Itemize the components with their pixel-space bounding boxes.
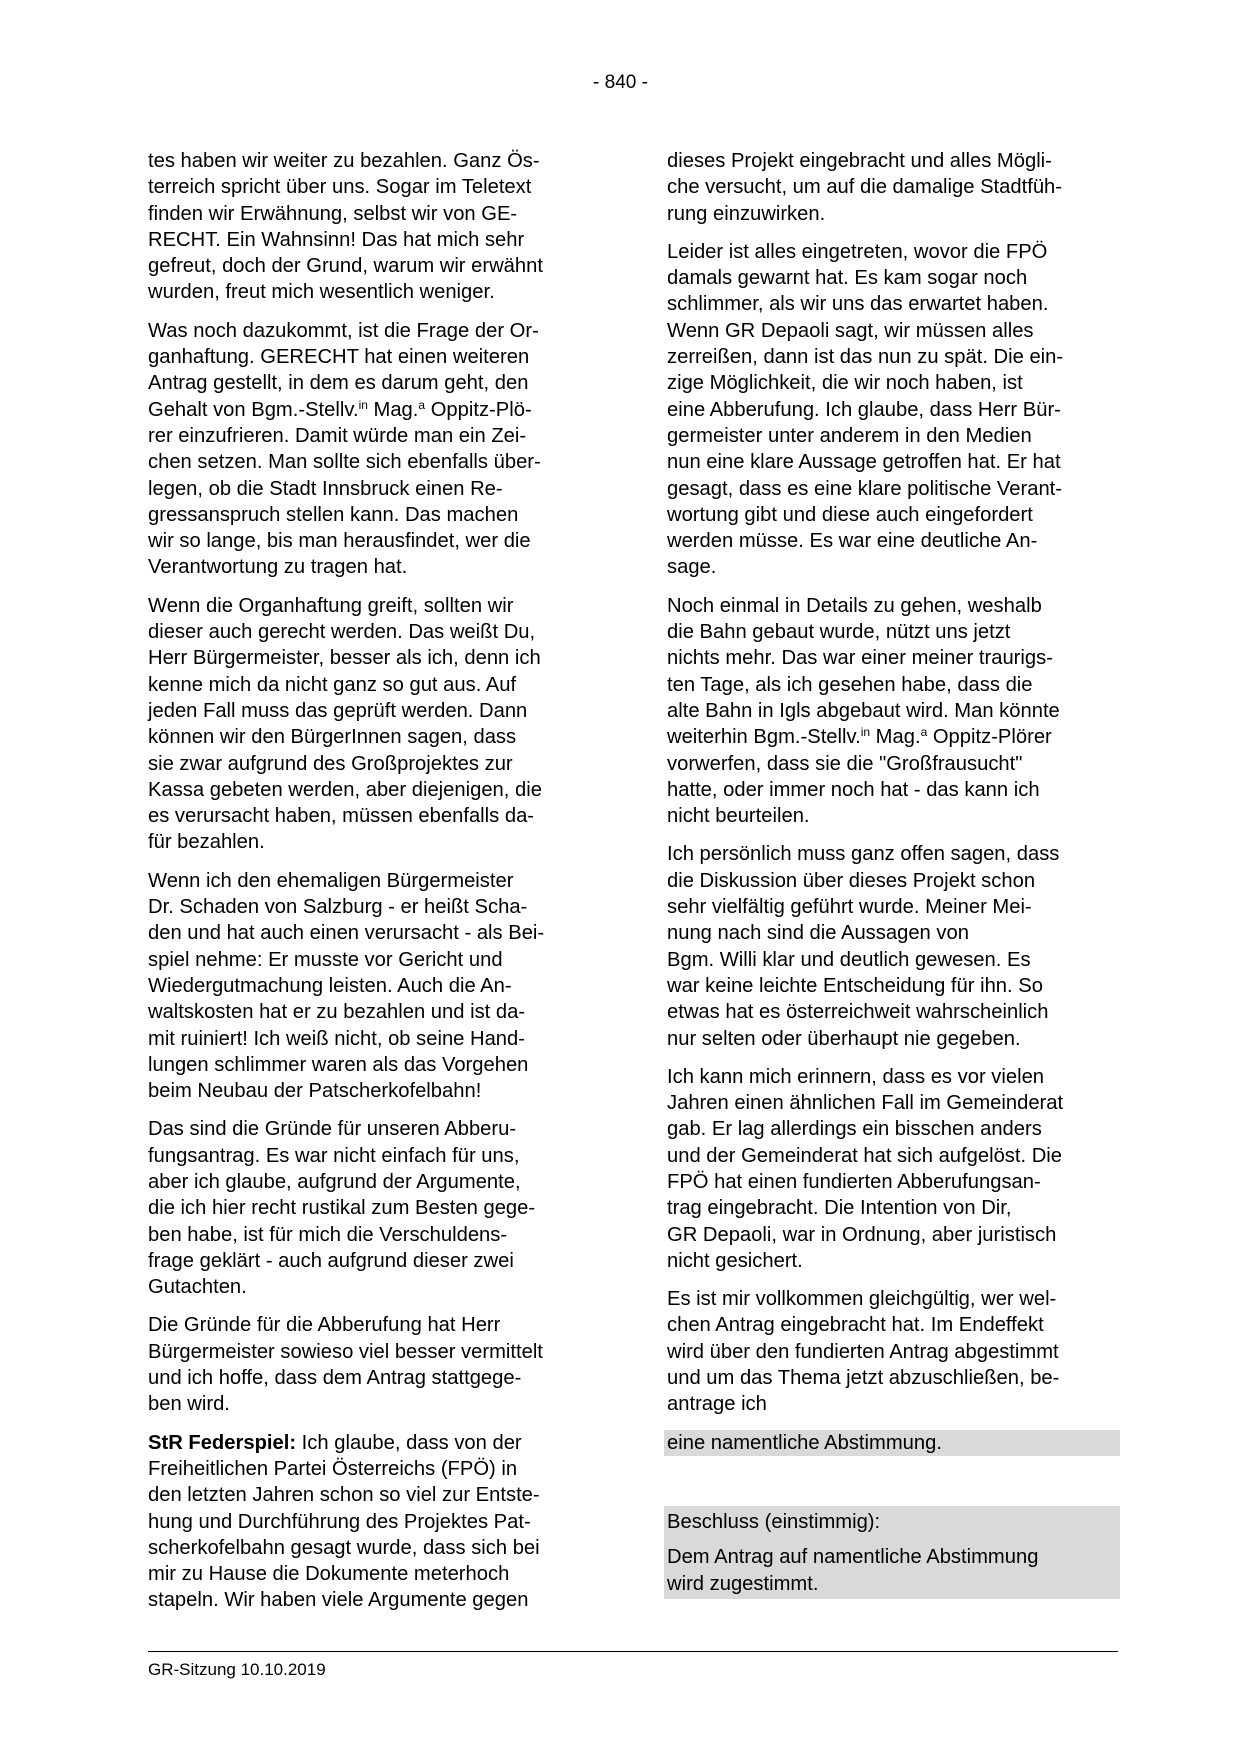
page-number: - 840 - [593, 72, 648, 93]
paragraph-text: Mag. [367, 398, 419, 421]
paragraph [667, 593, 1117, 830]
paragraph: tes haben wir weiter zu bezahlen. Ganz Ös- terreich spricht über uns. Sogar im Teletext finden wir Erwähnung, selbst wir von GE- RECHT. Ein Wahnsinn! Das hat mich sehr gefreut, doch der Grund, warum wir erwähnt wurden, freut mich wesentlich weniger. [148, 150, 543, 304]
footer-session-date: GR-Sitzung 10.10.2019 [148, 1660, 326, 1679]
paragraph-text: Oppitz-Plö- rer einzufrieren. Damit würde man ein Zei- chen setzen. Man sollte sich ebenfalls über- legen, ob die Stadt Innsbruck einen Re- gressanspruch stellen kann. Das machen wir so lange, bis man herausfindet, wer die Verantwortung zu tragen hat. [148, 398, 541, 579]
speech-paragraph [148, 1430, 598, 1614]
superscript: a [418, 397, 426, 412]
paragraph: Wenn die Organhaftung greift, sollten wir dieser auch gerecht werden. Das weißt Du, Herr Bürgermeister, besser als ich, denn ich kenne mich da nicht ganz so gut aus. Auf jeden Fall muss das geprüft werden. Dann können wir den BürgerInnen sagen, dass sie zwar aufgrund des Großprojektes zur Kassa gebeten werden, aber diejenigen, die es verursacht haben, müssen ebenfalls da- für bezahlen. [148, 594, 542, 854]
paragraph-text: Noch einmal in Details zu gehen, weshalb die Bahn gebaut wurde, nützt uns jetzt nichts mehr. Das war einer meiner traurigs- ten Tage, als ich gesehen habe, dass die alte Bahn in Igls abgebaut wird. Man könnte weiterhin Bgm.-Stellv. [667, 594, 1060, 749]
paragraph: Es ist mir vollkommen gleichgültig, wer wel- chen Antrag eingebracht hat. Im Endeffekt wird über den fundierten Antrag abgestimmt und um das Thema jetzt abzuschließen, be- antrage ich [667, 1288, 1060, 1416]
paragraph: Ich kann mich erinnern, dass es vor vielen Jahren einen ähnlichen Fall im Gemeinderat gab. Er lag allerdings ein bisschen anders und der Gemeinderat hat sich aufgelöst. Die FPÖ hat einen fundierten Abberufungsan- trag eingebracht. Die Intention von Dir, GR Depaoli, war in Ordnung, aber juristisch nicht gesichert. [667, 1065, 1064, 1272]
paragraph-text: Was noch dazukommt, ist die Frage der Or- ganhaftung. GERECHT hat einen weiteren Antrag gestellt, in dem es darum geht, den Gehalt von Bgm.-Stellv. [148, 319, 539, 421]
paragraph: Ich persönlich muss ganz offen sagen, dass die Diskussion über dieses Projekt schon sehr vielfältig geführt wurde. Meiner Mei- nung nach sind die Aussagen von Bgm. Willi klar und deutlich gewesen. Es war keine leichte Entscheidung für ihn. So etwas hat es österreichweit wahrscheinlich nur selten oder überhaupt nie gegeben. [667, 843, 1060, 1050]
resolution-title: Beschluss (einstimmig): [664, 1506, 1120, 1544]
speaker-name: StR Federspiel: [148, 1431, 297, 1454]
superscript: in [358, 397, 368, 412]
paragraph: Leider ist alles eingetreten, wovor die FPÖ damals gewarnt hat. Es kam sogar noch schlimmer, als wir uns das erwartet haben. Wenn GR Depaoli sagt, wir müssen alles zerreißen, dann ist das nun zu spät. Die ein- zige Möglichkeit, die wir noch haben, ist eine Abberufung. Ich glaube, dass Herr Bür- germeister unter anderem in den Medien nun eine klare Aussage getroffen hat. Er hat gesagt, dass es eine klare politische Verant- wortung gibt und diese auch eingefordert werden müsse. Es war eine deutliche An- sage. [667, 240, 1064, 579]
right-column [667, 148, 1117, 1599]
resolution-text: Dem Antrag auf namentliche Abstimmung wird zugestimmt. [664, 1544, 1120, 1599]
paragraph [148, 318, 598, 581]
paragraph-text: Mag. [870, 726, 921, 749]
paragraph-text: Ich glaube, dass von der Freiheitlichen Partei Österreichs (FPÖ) in den letzten Jahren schon so viel zur Entste- hung und Durchführung des Projektes Pat- scherkofelbahn gesagt wurde, dass sich bei mir zu Hause die Dokumente meterhoch stapeln. Wir haben viele Argumente gegen [148, 1431, 540, 1612]
motion-box: eine namentliche Abstimmung. [664, 1430, 1120, 1456]
superscript: a [920, 725, 928, 740]
paragraph: Das sind die Gründe für unseren Abberu- fungsantrag. Es war nicht einfach für uns, aber ich glaube, aufgrund der Argumente, die ich hier recht rustikal zum Besten gege- ben habe, ist für mich die Verschuldens- frage geklärt - auch aufgrund dieser zwei Gutachten. [148, 1118, 536, 1299]
footer-divider [148, 1651, 1118, 1652]
paragraph: Die Gründe für die Abberufung hat Herr Bürgermeister sowieso viel besser vermittelt und ich hoffe, dass dem Antrag stattgege- ben wird. [148, 1314, 543, 1416]
left-column [148, 148, 598, 1626]
superscript: in [860, 725, 871, 740]
paragraph: Wenn ich den ehemaligen Bürgermeister Dr. Schaden von Salzburg - er heißt Scha- den und hat auch einen verursacht - als Bei- spiel nehme: Er musste vor Gericht und Wiedergutmachung leisten. Auch die An- waltskosten hat er zu bezahlen und ist da- mit ruiniert! Ich weiß nicht, ob seine Hand- lungen schlimmer waren als das Vorgehen beim Neubau der Patscherkofelbahn! [148, 869, 545, 1103]
paragraph-text: Oppitz-Plörer vorwerfen, dass sie die "Großfrausucht" hatte, oder immer noch hat - das kann ich nicht beurteilen. [667, 726, 1052, 828]
paragraph: dieses Projekt eingebracht und alles Mögli- che versucht, um auf die damalige Stadtfüh- rung einzuwirken. [667, 150, 1062, 225]
